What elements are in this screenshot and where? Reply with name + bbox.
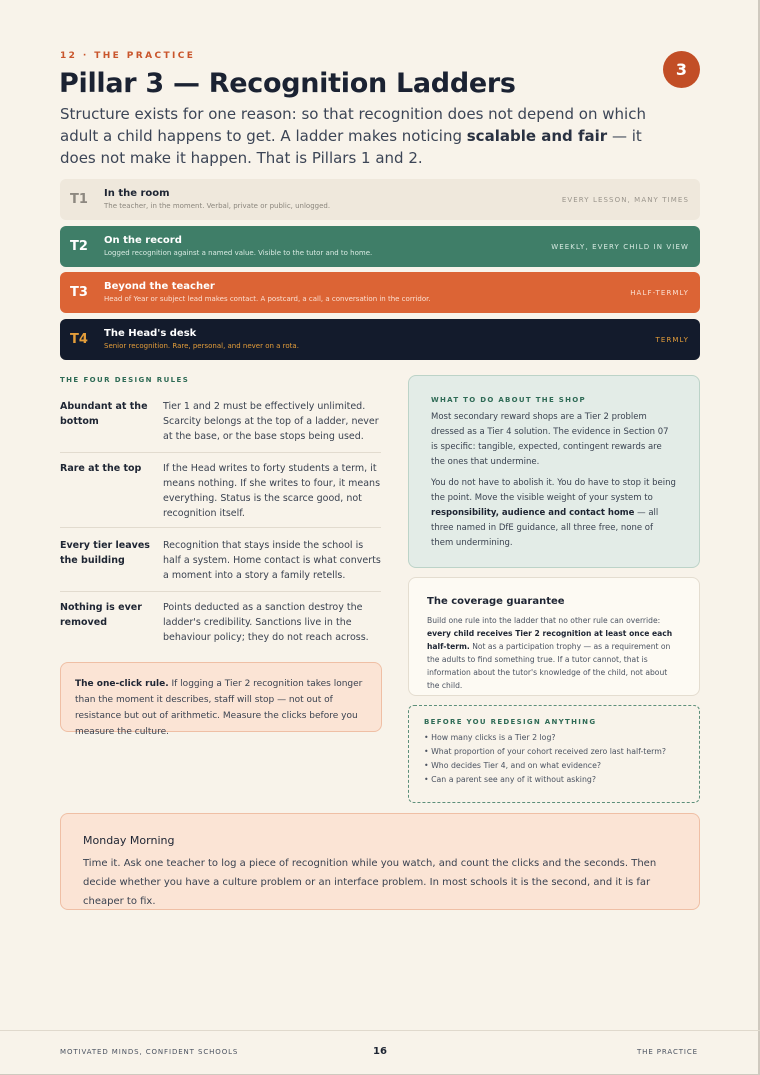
tier-code: T4 <box>70 332 88 347</box>
lede-text-2: — it does not make it happen. That is Pillars 1 and 2. <box>60 127 642 167</box>
tier-frequency: HALF-TERMLY <box>630 288 689 297</box>
shop-panel <box>408 375 700 568</box>
one-click-title: The one-click rule. <box>75 679 169 689</box>
shop-text: — all three named in DfE guidance, all three free, none of them undermining. <box>431 508 659 548</box>
list-item: • Who decides Tier 4, and on what evidence? <box>424 759 684 773</box>
shop-heading: WHAT TO DO ABOUT THE SHOP <box>431 396 586 404</box>
page-number: 16 <box>373 1046 387 1057</box>
tier-code: T3 <box>70 285 88 300</box>
tier-description: Senior recognition. Rare, personal, and never on a rota. <box>104 342 299 350</box>
design-rule-text: Recognition that stays inside the school is half a system. Home contact is what converts a moment into a story a family retells. <box>163 540 381 581</box>
design-rule-row <box>60 399 381 453</box>
coverage-text: Not as a participation trophy — as a requirement on the adults to find something true. If a tutor cannot, that is information about the tutor's knowledge of the child, not about the child. <box>427 642 671 690</box>
shop-paragraph-1: Most secondary reward shops are a Tier 2 problem dressed as a Tier 4 solution. The evidence in Section 07 is specific: tangible, expected, contingent rewards are the ones that undermine. <box>431 412 669 467</box>
design-rules-heading: THE FOUR DESIGN RULES <box>60 376 190 384</box>
coverage-text: Build one rule into the ladder that no other rule can override: <box>427 616 661 625</box>
lede-text-1: Structure exists for one reason: so that recognition does not depend on which adult a child happens to get. A ladder makes noticing <box>60 105 646 145</box>
list-item: • How many clicks is a Tier 2 log? <box>424 731 684 745</box>
list-item: • Can a parent see any of it without asking? <box>424 773 684 787</box>
tier-description: Logged recognition against a named value. Visible to the tutor and to home. <box>104 249 373 257</box>
list-item: • What proportion of your cohort received zero last half-term? <box>424 745 684 759</box>
lede-paragraph <box>60 103 670 169</box>
tier-row-t1 <box>60 179 700 220</box>
design-rule-name: Rare at the top <box>60 463 142 474</box>
tier-row-t4 <box>60 319 700 360</box>
monday-heading: Monday Morning <box>83 834 175 847</box>
tier-name: On the record <box>104 235 182 246</box>
tier-description: The teacher, in the moment. Verbal, private or public, unlogged. <box>104 202 331 210</box>
pillar-number-badge: 3 <box>663 51 700 88</box>
design-rule-row <box>60 600 381 652</box>
footer-section-name: THE PRACTICE <box>637 1048 698 1056</box>
tier-code: T2 <box>70 239 88 254</box>
section-kicker: 12 · THE PRACTICE <box>60 51 196 61</box>
coverage-bold: every child receives Tier 2 recognition at least once each half-term. <box>427 629 673 651</box>
tier-name: The Head's desk <box>104 328 197 339</box>
monday-morning-panel <box>60 813 700 910</box>
tier-name: In the room <box>104 188 170 199</box>
shop-bold: responsibility, audience and contact home <box>431 508 635 518</box>
tier-frequency: TERMLY <box>655 335 689 344</box>
tier-frequency: EVERY LESSON, MANY TIMES <box>561 195 689 204</box>
coverage-guarantee-panel <box>408 577 700 696</box>
tier-name: Beyond the teacher <box>104 281 215 292</box>
design-rule-text: Tier 1 and 2 must be effectively unlimited. Scarcity belongs at the top of a ladder, never at the base, or the base stops being used. <box>163 401 379 442</box>
coverage-paragraph <box>427 614 681 692</box>
design-rule-row <box>60 538 381 592</box>
monday-text: Time it. Ask one teacher to log a piece of recognition while you watch, and count the clicks and the seconds. Then decide whether you have a culture problem or an interface problem. In most schools it is the second, and it is far cheaper to fix. <box>83 858 657 907</box>
design-rule-name: Abundant at the bottom <box>60 401 148 427</box>
tier-frequency: WEEKLY, EVERY CHILD IN VIEW <box>551 242 689 251</box>
design-rule-name: Every tier leaves the building <box>60 540 150 566</box>
design-rule-text: If the Head writes to forty students a term, it means nothing. If she writes to four, it means everything. Status is the scarce good, not recognition itself. <box>163 463 381 519</box>
redesign-checklist-panel <box>408 705 700 803</box>
design-rule-name: Nothing is ever removed <box>60 602 142 628</box>
shop-text: You do not have to abolish it. You do have to stop it being the point. Move the visible weight of your system to <box>431 478 676 503</box>
design-rule-row <box>60 461 381 528</box>
design-rule-text: Points deducted as a sanction destroy the ladder's credibility. Sanctions live in the behaviour policy; they do not reach across. <box>163 602 369 643</box>
tier-row-t2 <box>60 226 700 267</box>
tier-code: T1 <box>70 192 88 207</box>
redesign-heading: BEFORE YOU REDESIGN ANYTHING <box>424 718 597 726</box>
one-click-callout <box>60 662 382 737</box>
tier-row-t3 <box>60 272 700 313</box>
lede-bold: scalable and fair <box>466 127 608 145</box>
coverage-heading: The coverage guarantee <box>427 596 565 607</box>
one-click-text: If logging a Tier 2 recognition takes longer than the moment it describes, staff will stop — not out of resistance but out of arithmetic. Measure the clicks before you measure the culture. <box>75 679 363 737</box>
shop-paragraph-2 <box>431 476 677 551</box>
redesign-list <box>424 731 684 787</box>
footer-divider <box>0 1030 760 1031</box>
footer-book-title: MOTIVATED MINDS, CONFIDENT SCHOOLS <box>60 1048 239 1056</box>
page-title: Pillar 3 — Recognition Ladders <box>59 68 516 99</box>
tier-description: Head of Year or subject lead makes contact. A postcard, a call, a conversation in the corridor. <box>104 295 431 303</box>
